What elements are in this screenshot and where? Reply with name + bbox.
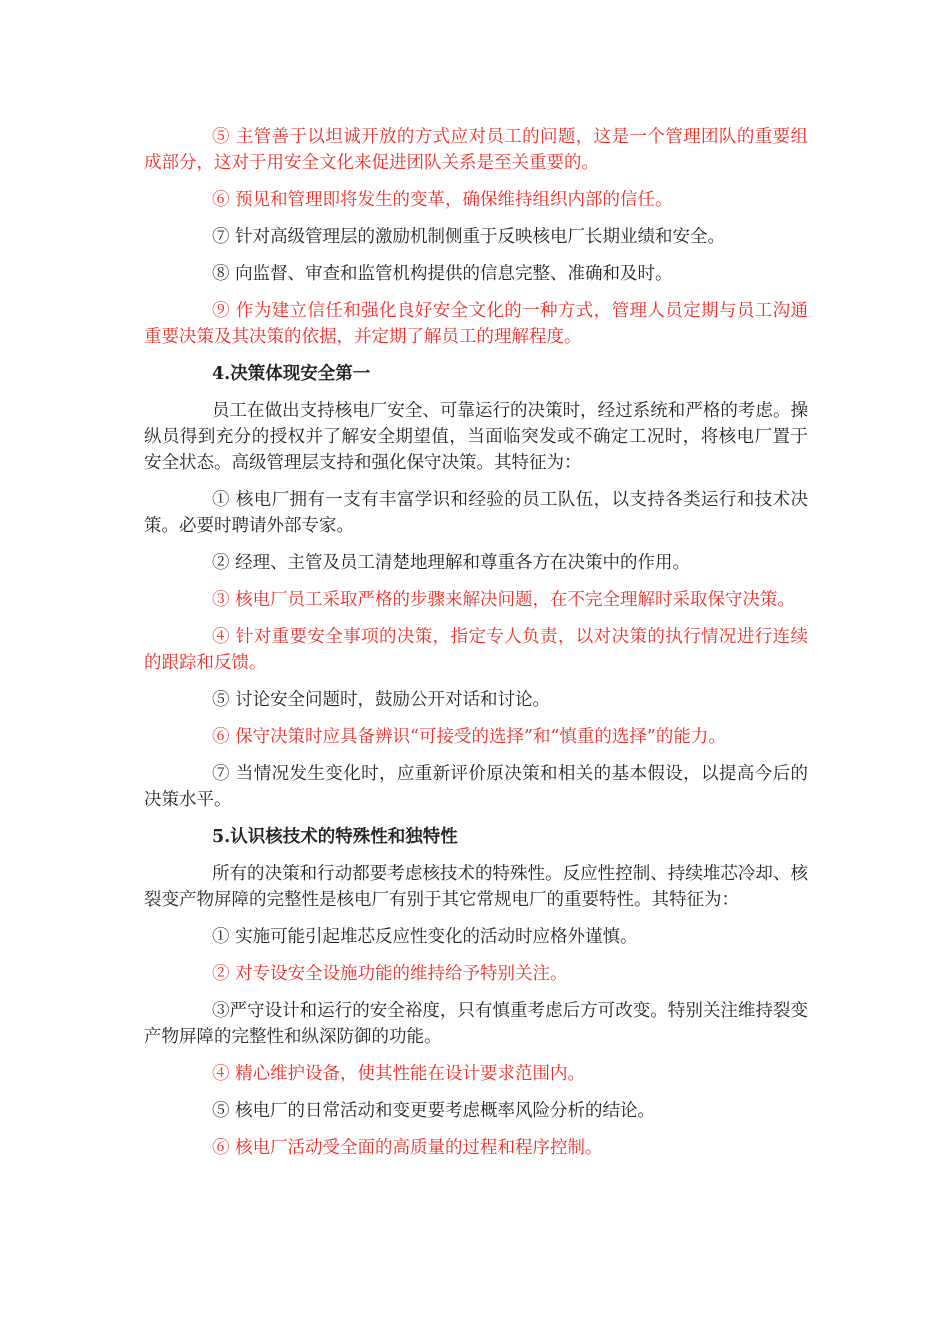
section-5-item-2: ② 对专设安全设施功能的维持给予特别关注。 — [212, 964, 568, 984]
section-4-item-6: ⑥ 保守决策时应具备辨识“可接受的选择”和“慎重的选择”的能力。 — [212, 727, 726, 747]
section-5-item-5: ⑤ 核电厂的日常活动和变更要考虑概率风险分析的结论。 — [212, 1101, 656, 1121]
section-5-item-3: ③严守设计和运行的安全裕度，只有慎重考虑后方可改变。特别关注维持裂变产物屏障的完整性和纵深防御的功能。 — [144, 1001, 808, 1047]
section-4-item-1: ① 核电厂拥有一支有丰富学识和经验的员工队伍，以支持各类运行和技术决策。必要时聘请外部专家。 — [144, 490, 808, 536]
section-4-item-4: ④ 针对重要安全事项的决策，指定专人负责，以对决策的执行情况进行连续的跟踪和反馈。 — [144, 627, 808, 673]
paragraph-item-9: ⑨ 作为建立信任和强化良好安全文化的一种方式，管理人员定期与员工沟通重要决策及其决策的依据，并定期了解员工的理解程度。 — [144, 301, 808, 347]
section-4-item-3: ③ 核电厂员工采取严格的步骤来解决问题，在不完全理解时采取保守决策。 — [212, 590, 796, 610]
section-4-intro: 员工在做出支持核电厂安全、可靠运行的决策时，经过系统和严格的考虑。操纵员得到充分的授权并了解安全期望值，当面临突发或不确定工况时，将核电厂置于安全状态。高级管理层支持和强化保守决策。其特征为： — [144, 401, 808, 473]
section-5-intro: 所有的决策和行动都要考虑核技术的特殊性。反应性控制、持续堆芯冷却、核裂变产物屏障的完整性是核电厂有别于其它常规电厂的重要特性。其特征为： — [144, 864, 808, 910]
section-5-item-6: ⑥ 核电厂活动受全面的高质量的过程和程序控制。 — [212, 1138, 603, 1158]
section-heading-4: 4.决策体现安全第一 — [212, 364, 371, 384]
document-body — [144, 124, 808, 1172]
paragraph-item-8: ⑧ 向监督、审查和监管机构提供的信息完整、准确和及时。 — [212, 264, 673, 284]
section-5-item-4: ④ 精心维护设备，使其性能在设计要求范围内。 — [212, 1064, 586, 1084]
section-heading-5: 5.认识核技术的特殊性和独特性 — [212, 827, 458, 847]
paragraph-item-6: ⑥ 预见和管理即将发生的变革，确保维持组织内部的信任。 — [212, 190, 673, 210]
paragraph-item-7: ⑦ 针对高级管理层的激励机制侧重于反映核电厂长期业绩和安全。 — [212, 227, 726, 247]
section-5-item-1: ① 实施可能引起堆芯反应性变化的活动时应格外谨慎。 — [212, 927, 638, 947]
section-4-item-5: ⑤ 讨论安全问题时，鼓励公开对话和讨论。 — [212, 690, 551, 710]
section-4-item-2: ② 经理、主管及员工清楚地理解和尊重各方在决策中的作用。 — [212, 553, 691, 573]
section-4-item-7: ⑦ 当情况发生变化时，应重新评价原决策和相关的基本假设，以提高今后的决策水平。 — [144, 764, 808, 810]
paragraph-item-5: ⑤ 主管善于以坦诚开放的方式应对员工的问题，这是一个管理团队的重要组成部分，这对于用安全文化来促进团队关系是至关重要的。 — [144, 127, 808, 173]
